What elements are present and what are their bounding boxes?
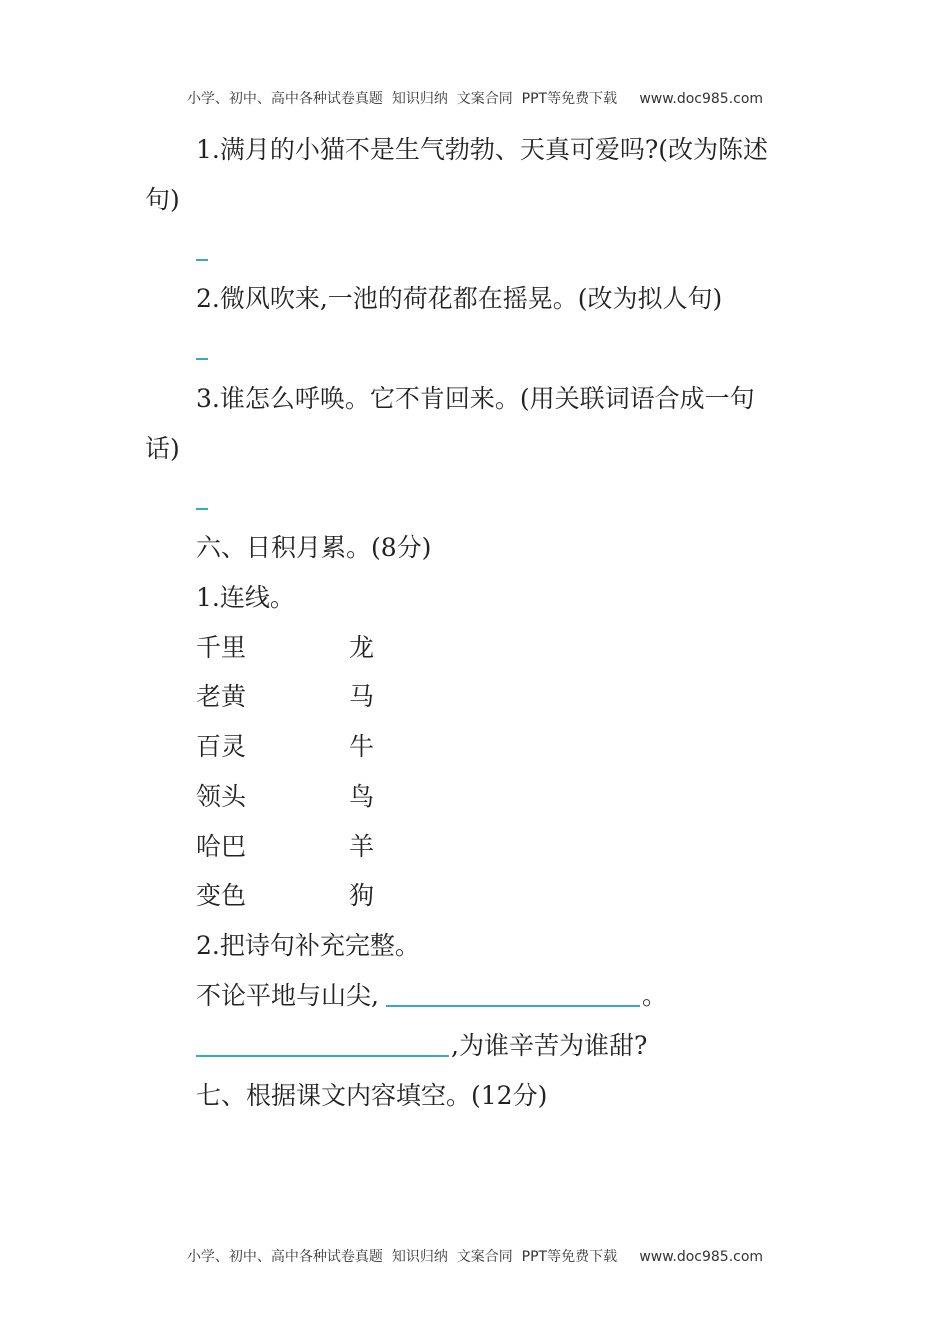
match-right-5[interactable]: 羊 [349, 832, 375, 861]
page-header: 小学、初中、高中各种试卷真题 知识归纳 文案合同 PPT等免费下载 www.doc985.com [186, 91, 764, 107]
section-6-q2-title: 2.把诗句补充完整。 [196, 931, 420, 960]
match-left-6[interactable]: 变色 [196, 881, 247, 910]
answer-blank-5-3[interactable] [196, 508, 208, 510]
match-right-4[interactable]: 鸟 [349, 782, 375, 811]
page-footer: 小学、初中、高中各种试卷真题 知识归纳 文案合同 PPT等免费下载 www.doc985.com [186, 1249, 764, 1265]
question-5-2: 2.微风吹来,一池的荷花都在摇晃。(改为拟人句) [196, 284, 723, 313]
poem-blank-2[interactable] [196, 1055, 449, 1057]
question-5-1-line2: 句) [145, 185, 180, 214]
match-right-6[interactable]: 狗 [349, 881, 375, 910]
poem-blank-1[interactable] [386, 1005, 640, 1007]
question-5-3-line1: 3.谁怎么呼唤。它不肯回来。(用关联词语合成一句 [196, 384, 755, 413]
poem-line1-suffix: 。 [642, 981, 668, 1010]
match-left-3[interactable]: 百灵 [196, 732, 247, 761]
answer-blank-5-2[interactable] [196, 358, 208, 360]
match-right-3[interactable]: 牛 [349, 732, 375, 761]
section-7-title: 七、根据课文内容填空。(12分) [196, 1081, 548, 1110]
match-left-5[interactable]: 哈巴 [196, 832, 247, 861]
section-6-title: 六、日积月累。(8分) [196, 533, 432, 562]
poem-line1-prefix: 不论平地与山尖, [196, 981, 379, 1010]
match-left-1[interactable]: 千里 [196, 633, 247, 662]
match-right-1[interactable]: 龙 [349, 633, 375, 662]
question-5-1-line1: 1.满月的小猫不是生气勃勃、天真可爱吗?(改为陈述 [196, 135, 769, 164]
question-5-3-line2: 话) [145, 434, 180, 463]
answer-blank-5-1[interactable] [196, 259, 208, 261]
section-6-q1-title: 1.连线。 [196, 583, 295, 612]
match-left-4[interactable]: 领头 [196, 782, 247, 811]
match-left-2[interactable]: 老黄 [196, 682, 247, 711]
match-right-2[interactable]: 马 [349, 682, 375, 711]
poem-line2-suffix: ,为谁辛苦为谁甜? [451, 1031, 648, 1060]
